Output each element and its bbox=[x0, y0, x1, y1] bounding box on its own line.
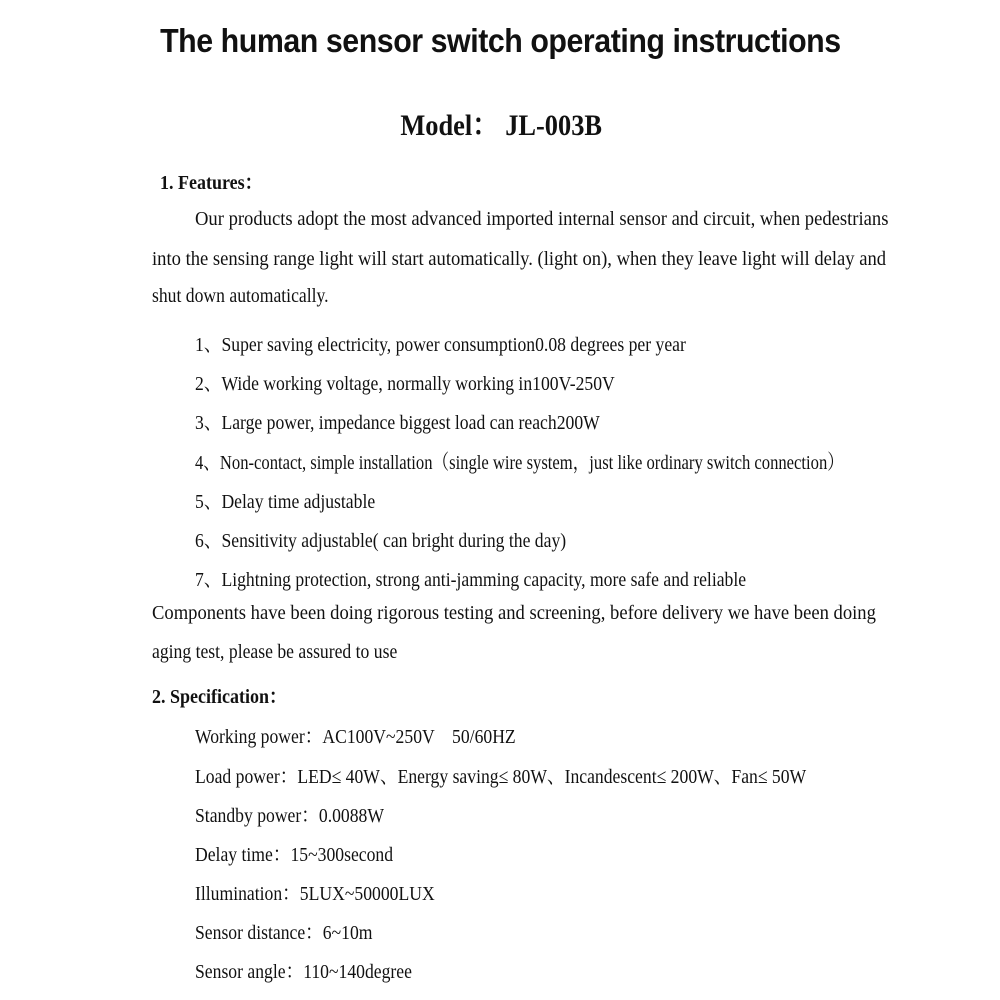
feature-item-3: 3、Large power, impedance biggest load can reach200W bbox=[195, 412, 600, 434]
feature-item-6: 6、Sensitivity adjustable( can bright during the day) bbox=[195, 530, 567, 552]
features-closing-line-1: Components have been doing rigorous testing and screening, before delivery we have been doing bbox=[152, 602, 876, 624]
spec-sensor-angle: Sensor angle：110~140degree bbox=[195, 961, 412, 983]
spec-illumination: Illumination：5LUX~50000LUX bbox=[195, 883, 435, 905]
feature-item-5: 5、Delay time adjustable bbox=[195, 491, 376, 513]
spec-sensor-distance: Sensor distance：6~10m bbox=[195, 922, 373, 944]
feature-item-7: 7、Lightning protection, strong anti-jamming capacity, more safe and reliable bbox=[195, 569, 747, 591]
features-intro-line-3: shut down automatically. bbox=[152, 285, 329, 307]
features-intro-line-2: into the sensing range light will start automatically. (light on), when they leave light will delay and bbox=[152, 248, 887, 270]
feature-item-2: 2、Wide working voltage, normally working in100V-250V bbox=[195, 373, 615, 395]
spec-standby-power: Standby power：0.0088W bbox=[195, 805, 385, 827]
document-title: The human sensor switch operating instructions bbox=[160, 22, 841, 59]
features-closing-line-2: aging test, please be assured to use bbox=[152, 641, 398, 663]
spec-delay-time: Delay time：15~300second bbox=[195, 844, 394, 866]
spec-working-power: Working power：AC100V~250V 50/60HZ bbox=[195, 726, 516, 748]
spec-load-power: Load power：LED≤ 40W、Energy saving≤ 80W、Incandescent≤ 200W、Fan≤ 50W bbox=[195, 766, 807, 788]
features-heading: 1. Features： bbox=[160, 172, 263, 194]
feature-item-1: 1、Super saving electricity, power consumption0.08 degrees per year bbox=[195, 334, 686, 356]
features-intro-line-1: Our products adopt the most advanced imported internal sensor and circuit, when pedestrians bbox=[195, 208, 889, 230]
specification-heading: 2. Specification： bbox=[152, 686, 287, 708]
model-number: Model： JL-003B bbox=[400, 109, 603, 142]
feature-item-4: 4、Non-contact, simple installation（single wire system，just like ordinary switch connection） bbox=[195, 452, 844, 474]
